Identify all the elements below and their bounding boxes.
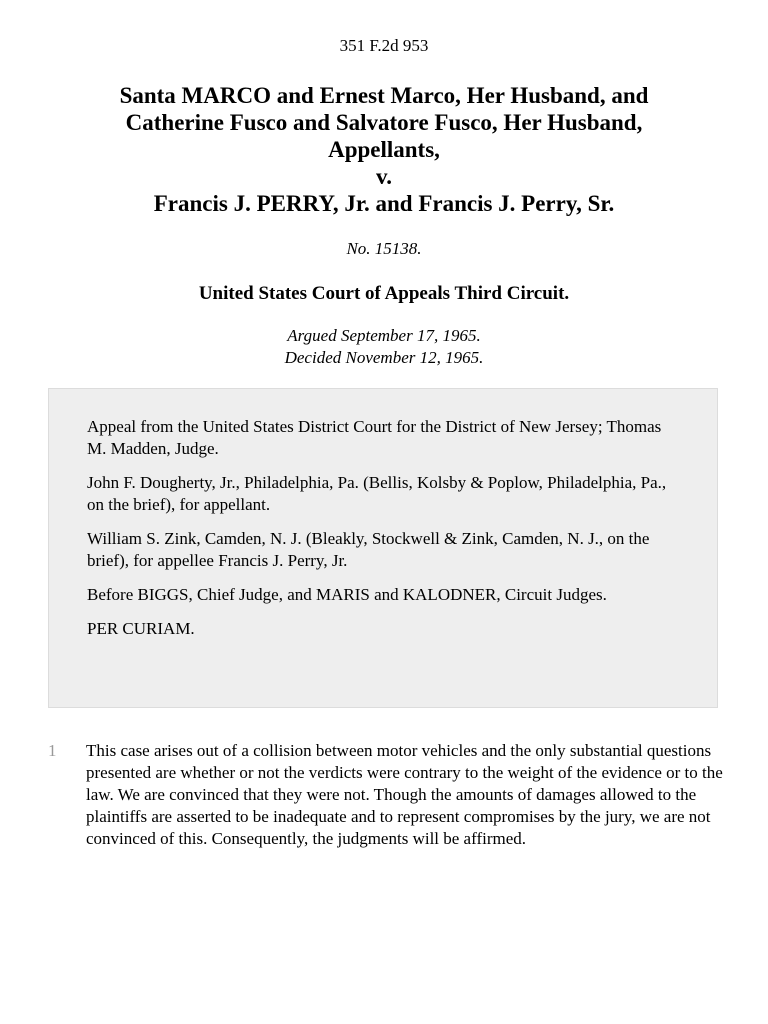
- docket-number: No. 15138.: [346, 239, 422, 258]
- appeal-origin: Appeal from the United States District Court for the District of New Jersey; Thomas M. Madden, Judge.: [87, 417, 662, 458]
- appellee-counsel: William S. Zink, Camden, N. J. (Bleakly, Stockwell & Zink, Camden, N. J., on the brief), for appellee Francis J. Perry, Jr.: [87, 529, 650, 570]
- decided-date: Decided November 12, 1965.: [284, 348, 484, 367]
- per-curiam: PER CURIAM.: [87, 619, 195, 638]
- case-title-line: v.: [376, 164, 392, 189]
- paragraph-number: 1: [48, 741, 57, 760]
- paragraph-text: This case arises out of a collision between motor vehicles and the only substantial questions presented are whether or not the verdicts were contrary to the weight of the evidence or to the law. We are convinced that they were not. Though the amounts of damages allowed to the plaintiffs are asserted to be inadequate and to represent compromises by the jury, we are not convinced of this. Consequently, the judgments will be affirmed.: [86, 741, 723, 848]
- appellant-counsel: John F. Dougherty, Jr., Philadelphia, Pa. (Bellis, Kolsby & Poplow, Philadelphia, Pa., on the brief), for appellant.: [87, 473, 667, 514]
- case-title-line: Catherine Fusco and Salvatore Fusco, Her Husband,: [125, 110, 643, 135]
- case-citation: 351 F.2d 953: [339, 36, 429, 55]
- case-title-line: Appellants,: [328, 137, 440, 162]
- judges-panel: Before BIGGS, Chief Judge, and MARIS and KALODNER, Circuit Judges.: [87, 585, 607, 604]
- argued-date: Argued September 17, 1965.: [287, 326, 481, 345]
- opinion-body: [48, 740, 728, 850]
- case-title: [40, 82, 728, 217]
- case-summary-box: [48, 388, 718, 708]
- case-dates: [0, 325, 768, 369]
- case-title-line: Francis J. PERRY, Jr. and Francis J. Perry, Sr.: [153, 191, 615, 216]
- court-name: United States Court of Appeals Third Circuit.: [198, 283, 570, 304]
- opinion-paragraph: [48, 740, 728, 850]
- case-title-line: Santa MARCO and Ernest Marco, Her Husband, and: [119, 83, 649, 108]
